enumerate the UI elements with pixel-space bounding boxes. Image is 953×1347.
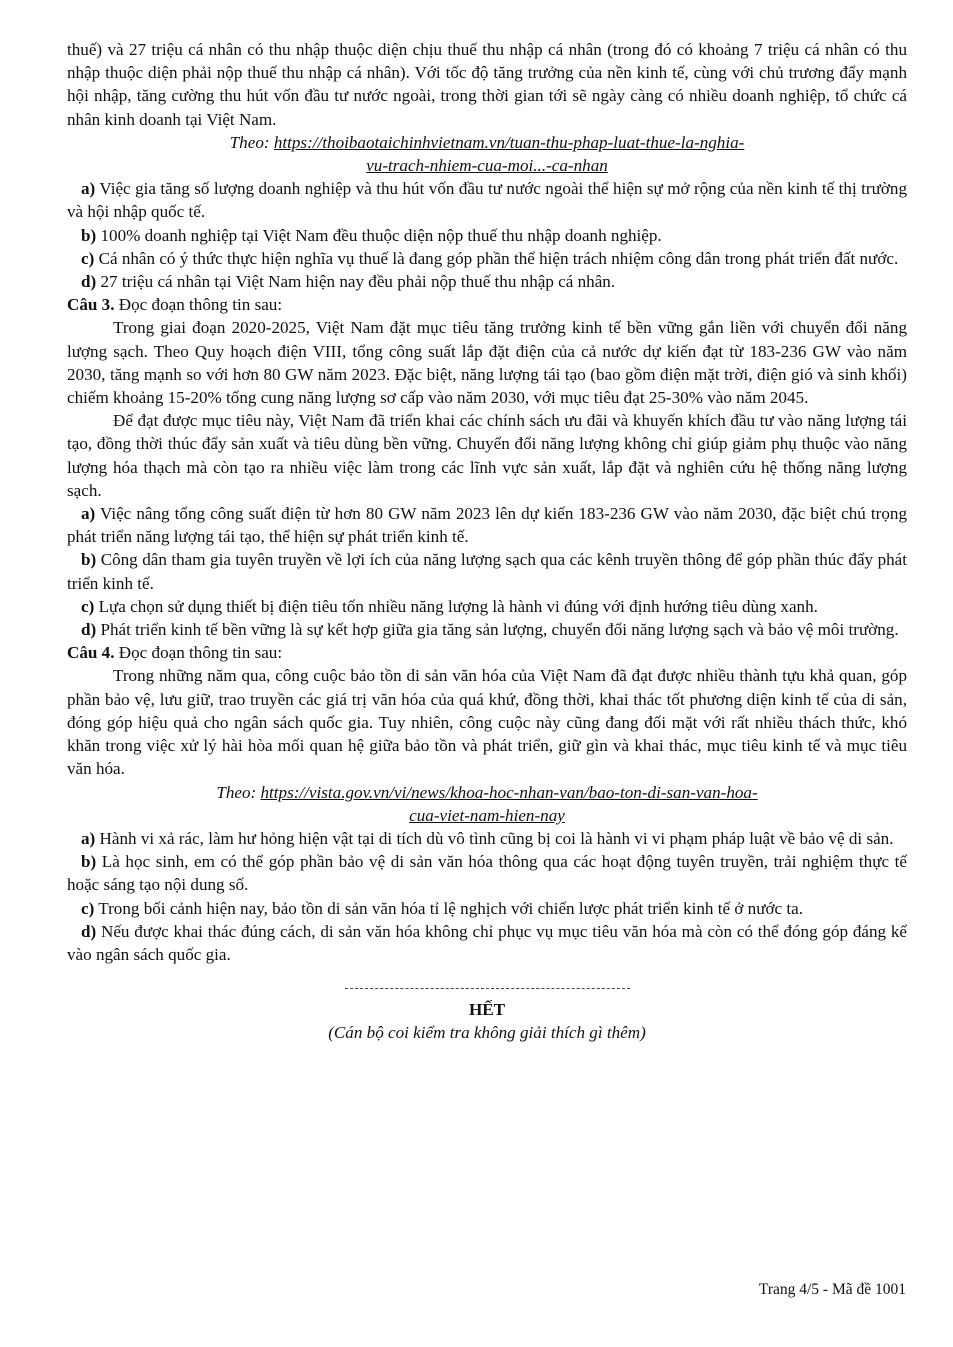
q2-source-link-line2[interactable]: vu-trach-nhiem-cua-moi...-ca-nhan [366,156,608,176]
option-text: Việc nâng tổng công suất điện từ hơn 80 GW năm 2023 lên dự kiến 183-236 GW vào năm 2030, đặc biệt chú trọng phát triển năng lượng tái tạo, thể hiện sự phát triển kinh tế. [67,504,907,547]
option-text: Hành vi xả rác, làm hư hỏng hiện vật tại di tích dù vô tình cũng bị coi là hành vi vi phạm pháp luật về bảo vệ di sản. [99,828,894,848]
q3-heading [67,293,907,316]
q3-label: Câu 3. [67,295,115,315]
option-text: Phát triển kinh tế bền vững là sự kết hợp giữa gia tăng sản lượng, chuyển đổi năng lượng sạch và bảo vệ môi trường. [100,620,899,640]
option-label: a) [81,179,96,199]
q2-option-c [67,247,907,270]
exam-page [67,38,907,1045]
q3-option-c [67,595,907,618]
q2-option-a [67,177,907,223]
option-label: b) [81,550,97,570]
option-label: b) [81,852,97,872]
q3-paragraph-2: Để đạt được mục tiêu này, Việt Nam đã triển khai các chính sách ưu đãi và khuyến khích đầu tư vào năng lượng tái tạo, đồng thời thúc đẩy sản xuất và tiêu dùng bền vững. Chuyển đổi năng lượng không chỉ giúp giảm phụ thuộc vào năng lượng hóa thạch mà còn tạo ra nhiều việc làm trong các lĩnh vực sản xuất, lắp đặt và nghiên cứu hệ thống năng lượng sạch. [67,411,907,500]
end-divider [345,988,630,989]
q4-heading [67,641,907,664]
option-text: 27 triệu cá nhân tại Việt Nam hiện nay đều phải nộp thuế thu nhập cá nhân. [100,272,616,292]
q3-prompt: Đọc đoạn thông tin sau: [118,295,283,315]
q4-label: Câu 4. [67,643,115,663]
option-text: Trong bối cảnh hiện nay, bảo tồn di sản văn hóa tỉ lệ nghịch với chiến lược phát triển kinh tế ở nước ta. [98,898,803,918]
option-label: c) [81,898,95,918]
option-text: Lựa chọn sử dụng thiết bị điện tiêu tốn nhiều năng lượng là hành vi đúng với định hướng tiêu dùng xanh. [98,596,818,616]
q4-prompt: Đọc đoạn thông tin sau: [118,643,283,663]
option-text: Cá nhân có ý thức thực hiện nghĩa vụ thuế là đang góp phần thể hiện trách nhiệm công dân trong phát triển đất nước. [98,248,899,268]
q2-source [67,131,907,177]
option-label: a) [81,504,96,524]
q4-source-link-line1[interactable]: https://vista.gov.vn/vi/news/khoa-hoc-nhan-van/bao-ton-di-san-van-hoa- [260,782,758,802]
option-label: d) [81,620,97,640]
q2-source-prefix: Theo: [229,132,270,152]
q2-option-d [67,270,907,293]
q2-source-link-line1[interactable]: https://thoibaotaichinhvietnam.vn/tuan-thu-phap-luat-thue-la-nghia- [273,132,745,152]
q4-option-d [67,920,907,966]
option-label: c) [81,596,95,616]
end-title: HẾT [468,1000,506,1020]
q3-option-d [67,618,907,641]
q4-option-c [67,897,907,920]
q3-option-a [67,502,907,548]
option-label: d) [81,272,97,292]
option-text: Công dân tham gia tuyên truyền về lợi ích của năng lượng sạch qua các kênh truyền thông để góp phần thúc đẩy phát triển kinh tế. [67,550,907,593]
q4-option-a [67,827,907,850]
option-text: Việc gia tăng số lượng doanh nghiệp và thu hút vốn đầu tư nước ngoài thể hiện sự mở rộng của nền kinh tế thị trường và hội nhập quốc tế. [67,179,908,222]
q2-option-b [67,224,907,247]
option-label: a) [81,828,96,848]
option-label: b) [81,225,97,245]
end-note: (Cán bộ coi kiểm tra không giải thích gì thêm) [328,1023,646,1043]
option-text: Nếu được khai thác đúng cách, di sản văn hóa không chỉ phục vụ mục tiêu văn hóa mà còn có thể đóng góp đáng kể vào ngân sách quốc gia. [67,921,907,964]
option-text: Là học sinh, em có thể góp phần bảo vệ di sản văn hóa thông qua các hoạt động tuyên truyền, trải nghiệm thực tế hoặc sáng tạo nội dung số. [67,852,907,895]
option-text: 100% doanh nghiệp tại Việt Nam đều thuộc diện nộp thuế thu nhập doanh nghiệp. [100,225,662,245]
q3-paragraph-1: Trong giai đoạn 2020-2025, Việt Nam đặt mục tiêu tăng trưởng kinh tế bền vững gắn liền với chuyển đổi năng lượng sạch. Theo Quy hoạch điện VIII, tổng công suất lắp đặt điện của cả nước dự kiến đạt từ 183-236 GW vào năm 2030, tăng mạnh so với hơn 80 GW năm 2023. Đặc biệt, năng lượng tái tạo (bao gồm điện mặt trời, điện gió và sinh khối) chiếm khoảng 15-20% tổng cung năng lượng sơ cấp vào năm 2030, với mục tiêu đạt 25-30% vào năm 2045. [67,318,907,408]
option-label: c) [81,248,95,268]
q3-option-b [67,548,907,594]
q4-option-b [67,850,907,896]
q4-source-prefix: Theo: [216,782,257,802]
q4-source-link-line2[interactable]: cua-viet-nam-hien-nay [409,805,565,825]
option-label: d) [81,921,97,941]
page-footer: Trang 4/5 - Mã đề 1001 [758,1281,906,1298]
q4-source [67,781,907,827]
q4-paragraph: Trong những năm qua, công cuộc bảo tồn di sản văn hóa của Việt Nam đã đạt được nhiều thành tựu khả quan, góp phần bảo vệ, lưu giữ, trao truyền các giá trị văn hóa của quá khứ, đồng thời, khai thác tốt phương diện kinh tế của di sản, đóng góp hiệu quả cho ngân sách quốc gia. Tuy nhiên, công cuộc này cũng đang đối mặt với rất nhiều thách thức, khó khăn trong việc xử lý hài hòa mối quan hệ giữa bảo tồn và phát triển, giữ gìn và khai thác, mục tiêu kinh tế và mục tiêu văn hóa. [67,666,907,779]
intro-paragraph: thuế) và 27 triệu cá nhân có thu nhập thuộc diện chịu thuế thu nhập cá nhân (trong đó có khoảng 7 triệu cá nhân có thu nhập thuộc diện phải nộp thuế thu nhập cá nhân). Với tốc độ tăng trưởng của nền kinh tế, cùng với chủ trương đẩy mạnh hội nhập, tăng cường thu hút vốn đầu tư nước ngoài, trong thời gian tới sẽ ngày càng có nhiều doanh nghiệp, tổ chức cá nhân kinh doanh tại Việt Nam. [67,40,907,129]
